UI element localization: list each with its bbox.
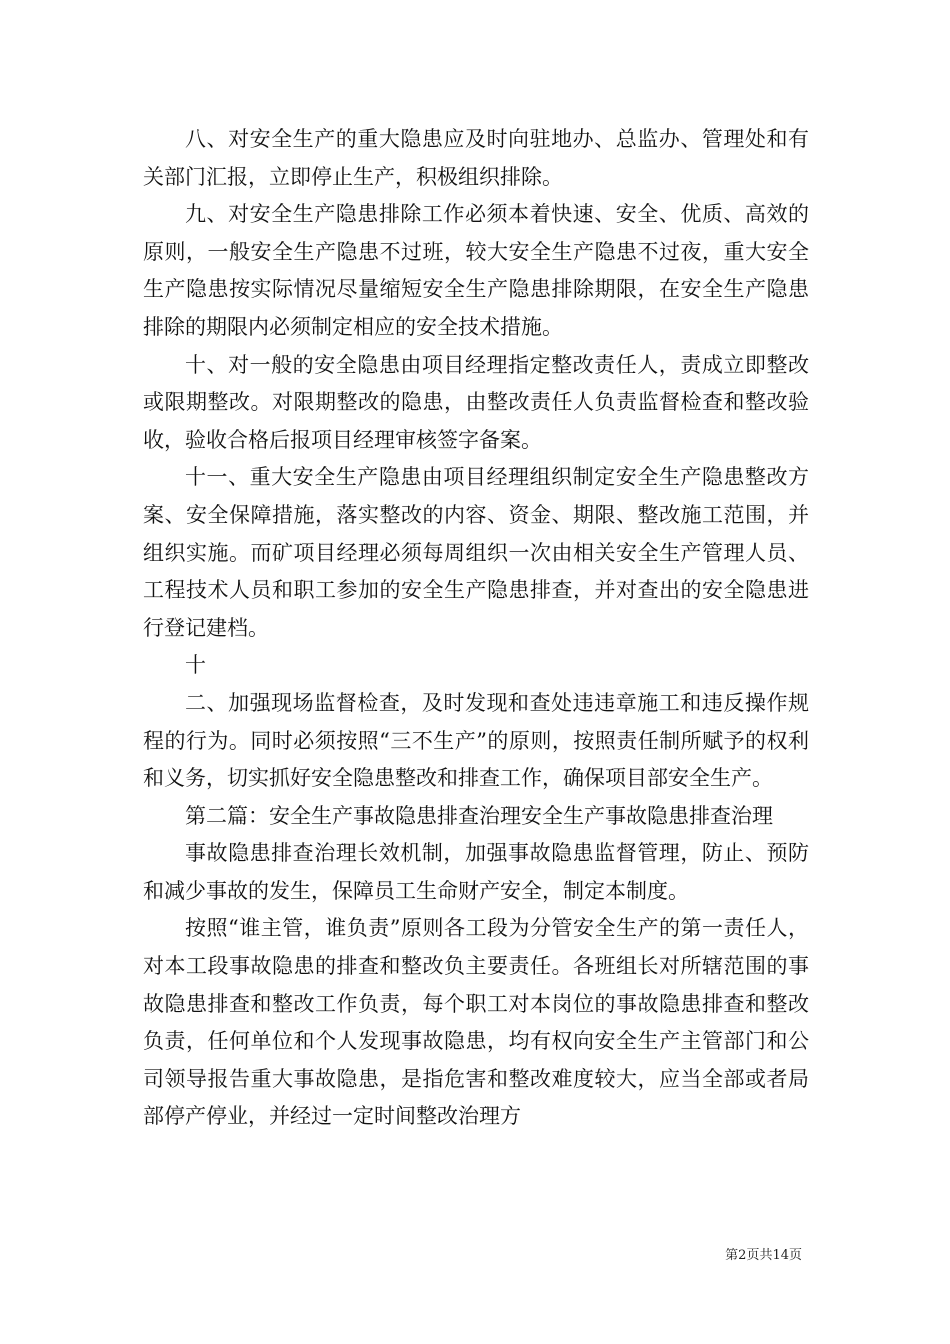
paragraph-purpose: 事故隐患排查治理长效机制，加强事故隐患监督管理，防止、预防和减少事故的发生，保障员工生命财产安全，制定本制度。 (143, 841, 809, 903)
page-number: 第2页共14页 (725, 1248, 802, 1263)
paragraph-12-fragment: 十 (185, 653, 206, 678)
document-body (143, 121, 809, 1136)
paragraph-9: 九、对安全生产隐患排除工作必须本着快速、安全、优质、高效的原则，一般安全生产隐患不过班，较大安全生产隐患不过夜，重大安全生产隐患按实际情况尽量缩短安全生产隐患排除期限，在安全生产隐患排除的期限内必须制定相应的安全技术措施。 (143, 202, 809, 339)
paragraph-8: 八、对安全生产的重大隐患应及时向驻地办、总监办、管理处和有关部门汇报，立即停止生产，积极组织排除。 (143, 127, 809, 189)
paragraph-12: 二、加强现场监督检查，及时发现和查处违违章施工和违反操作规程的行为。同时必须按照“三不生产”的原则，按照责任制所赋予的权利和义务，切实抓好安全隐患整改和排查工作，确保项目部安全生产。 (143, 690, 809, 791)
paragraph-10: 十、对一般的安全隐患由项目经理指定整改责任人，责成立即整改或限期整改。对限期整改的隐患，由整改责任人负责监督检查和整改验收，验收合格后报项目经理审核签字备案。 (143, 352, 809, 452)
paragraph-responsibility: 按照“谁主管，谁负责”原则各工段为分管安全生产的第一责任人，对本工段事故隐患的排查和整改负主要责任。各班组长对所辖范围的事故隐患排查和整改工作负责，每个职工对本岗位的事故隐患排查和整改负责，任何单位和个人发现事故隐患，均有权向安全生产主管部门和公司领导报告重大事故隐患，是指危害和整改难度较大，应当全部或者局部停产停业，并经过一定时间整改治理方 (143, 916, 809, 1129)
paragraph-11: 十一、重大安全生产隐患由项目经理组织制定安全生产隐患整改方案、安全保障措施，落实整改的内容、资金、期限、整改施工范围，并组织实施。而矿项目经理必须每周组织一次由相关安全生产管理人员、工程技术人员和职工参加的安全生产隐患排查，并对查出的安全隐患进行登记建档。 (143, 465, 809, 640)
section-heading: 第二篇：安全生产事故隐患排查治理安全生产事故隐患排查治理 (185, 803, 773, 828)
